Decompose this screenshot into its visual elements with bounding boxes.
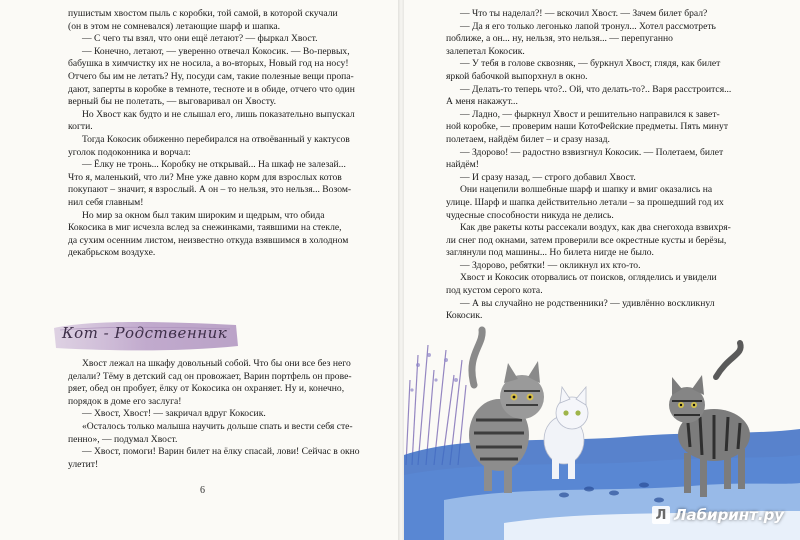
text-line: Как две ракеты коты рассекали воздух, как два снегохода взвихря-	[460, 222, 731, 234]
text-line: яркой бабочкой выпорхнул в окно.	[446, 70, 588, 82]
text-line: залепетал Кокосик.	[446, 45, 525, 57]
text-line: Тогда Кокосик обиженно перебирался на отвоёванный у кактусов	[82, 133, 350, 145]
text-line: — Делать-то теперь что?.. Ой, что делать-то?.. Варя расстроится...	[460, 83, 732, 95]
text-line: декабрьском воздухе.	[68, 247, 156, 259]
text-line: — Ладно, — фыркнул Хвост и решительно направился к завет-	[460, 108, 720, 120]
text-line: полетаем, найдём билет – и сразу назад.	[446, 133, 610, 145]
text-line: ряет, обед он пробует, ёлку от Кокосика он охраняет. Ну и, конечно,	[68, 383, 345, 395]
text-line: — Ёлку не тронь... Коробку не открывай... На шкаф не залезай...	[82, 159, 346, 171]
text-line: бабушка в химчистку их не носила, а во-вторых, Новый год на носу!	[68, 58, 349, 70]
text-line: ли снег под окнами, затем проверили все окрестные кусты и берёзы,	[446, 234, 727, 246]
chapter-heading	[50, 318, 240, 354]
text-line: Что я, маленький, что ли? Мне уже давно корм для взрослых котов	[68, 171, 342, 183]
left-page-top-text	[68, 8, 368, 260]
text-line: делали? Тёму в детский сад он провожает, Варин портфель он прове-	[68, 370, 352, 382]
text-line: под кустом серого кота.	[446, 285, 543, 297]
text-line: — Хвост, помоги! Варин билет на ёлку спасай, лови! Сейчас в окно	[82, 446, 360, 458]
text-line: порядок в доме его заслуга!	[68, 395, 182, 407]
text-line: Хвост лежал на шкафу довольный собой. Что бы они все без него	[82, 358, 351, 369]
left-page-bottom-text	[68, 358, 368, 471]
text-line: Хвост и Кокосик оторвались от поисков, огляделись и увидели	[460, 272, 717, 284]
text-line: найдём!	[446, 159, 479, 171]
text-line: — Хвост, Хвост! — закричал вдруг Кокосик.	[82, 408, 266, 420]
text-line: — Да я его только легонько лапой тронул... Хотел рассмотреть	[460, 20, 716, 32]
text-line: пушистым хвостом пыль с коробки, той самой, в которой скучали	[68, 8, 338, 19]
left-page	[0, 0, 398, 540]
chapter-heading-text: Кот - Родственник	[62, 324, 228, 342]
text-line: пенно», — подумал Хвост.	[68, 433, 178, 445]
text-line: нил себя главным!	[68, 196, 144, 208]
page-number: 6	[200, 485, 205, 496]
text-line: ной коробке, — проверим наши КотоФейские предметы. Пять минут	[446, 121, 729, 133]
text-line: чудесные способности никуда не делись.	[446, 209, 614, 221]
text-line: Кокосика в миг исчезла вслед за снежинками, таявшими на стекле,	[68, 222, 342, 234]
watermark-text: Лабиринт.ру	[674, 506, 785, 524]
text-line: — У тебя в голове сквозняк, — буркнул Хвост, глядя, как билет	[460, 58, 721, 70]
right-page-text	[446, 8, 776, 323]
text-line: Кокосик.	[446, 310, 483, 322]
text-line: Но Хвост как будто и не слышал его, лишь показательно выпускал	[82, 108, 355, 120]
text-line: улице. Шарф и шапка действительно летали – за прошедший год их	[446, 196, 724, 208]
text-line: уголок подоконника и ворчал:	[68, 146, 191, 158]
text-line: — И сразу назад, — строго добавил Хвост.	[460, 171, 636, 183]
site-watermark	[652, 504, 784, 526]
right-page	[404, 0, 800, 540]
text-line: — Конечно, летают, — уверенно отвечал Кокосик. — Во-первых,	[82, 45, 350, 57]
text-line: заглянули под машины... Но билета нигде не было.	[446, 247, 654, 259]
text-line: — А вы случайно не родственники? — удивлённо воскликнул	[460, 297, 715, 309]
text-line: Отчего бы им не летать? Ну, посуди сам, такие полезные вещи пропа-	[68, 70, 354, 82]
text-line: дают, заперты в коробке в темноте, тесноте и в обиде, отчего что один	[68, 83, 355, 95]
text-line: — Что ты наделал?! — вскочил Хвост. — Зачем билет брал?	[460, 8, 708, 19]
text-line: — С чего ты взял, что они ещё летают? — фыркал Хвост.	[82, 33, 318, 45]
text-line: когти.	[68, 121, 93, 133]
text-line: Они нацепили волшебные шарф и шапку и вмиг оказались на	[460, 184, 713, 196]
text-line: — Здорово, ребятки! — окликнул их кто-то.	[460, 259, 641, 271]
text-line: (он в этом не сомневался) летающие шарф и шапка.	[68, 20, 281, 32]
text-line: улетит!	[68, 458, 99, 470]
watermark-logo-icon: Л	[652, 506, 670, 524]
text-line: Но мир за окном был таким широким и щедрым, что обида	[82, 209, 325, 221]
text-line: верный бы не полетать, — выговаривал он Хвосту.	[68, 96, 276, 108]
text-line: — Здорово! — радостно взвизгнул Кокосик. — Полетаем, билет	[460, 146, 724, 158]
text-line: А меня накажут...	[446, 96, 518, 108]
text-line: «Осталось только малыша научить дольше спать и вести себя сте-	[82, 420, 353, 432]
text-line: покупают – значит, я взрослый. А он – то нельзя, это нельзя... Возом-	[68, 184, 352, 196]
text-line: да сухим осенним листом, неизвестно откуда взявшимся в холодном	[68, 234, 349, 246]
text-line: поближе, а он... ну, нельзя, это нельзя... — перепуганно	[446, 33, 673, 45]
